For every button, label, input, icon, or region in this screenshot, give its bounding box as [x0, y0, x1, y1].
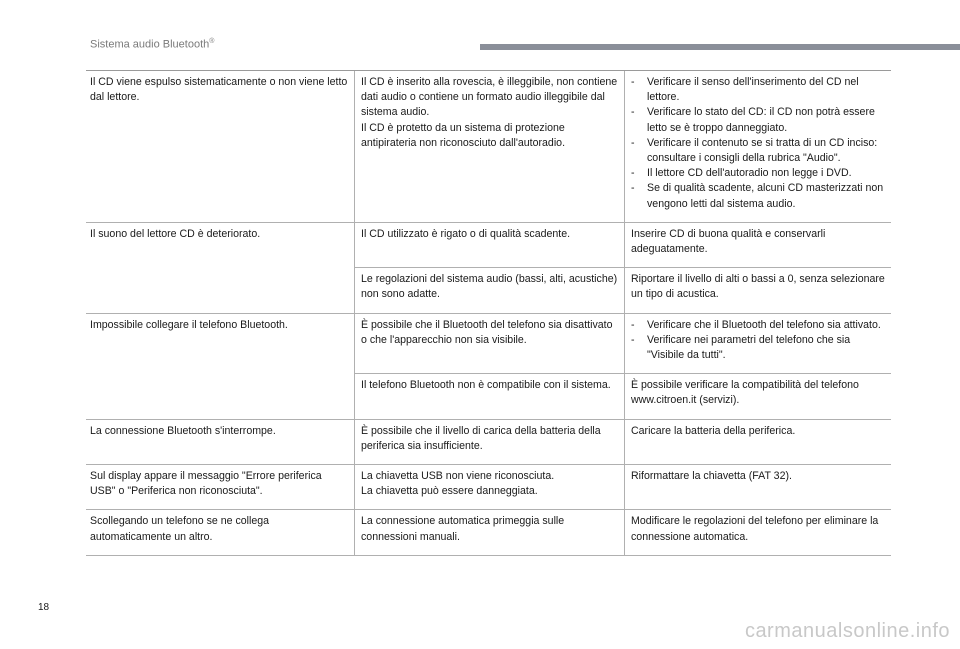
solution-cell: Modificare le regolazioni del telefono per eliminare la connessione automatica. [624, 510, 891, 554]
solution-cell [624, 314, 891, 374]
solution-cell: Riportare il livello di alti o bassi a 0, senza selezionare un tipo di acustica. [624, 268, 891, 312]
table-row [86, 420, 891, 465]
table-row [86, 223, 891, 314]
list-item: - Verificare il contenuto se si tratta di un CD inciso: consultare i consigli della rubrica "Audio". [631, 136, 887, 166]
problem-cell: Impossibile collegare il telefono Bluetooth. [90, 318, 288, 331]
solution-cell: Riformattare la chiavetta (FAT 32). [624, 465, 891, 509]
sub-row [354, 267, 891, 312]
solution-cell [624, 71, 891, 222]
solution-cell: Inserire CD di buona qualità e conservarli adeguatamente. [624, 223, 891, 267]
table-row [86, 314, 891, 420]
page-number: 18 [38, 602, 50, 613]
sub-row [354, 223, 891, 267]
sub-row [354, 373, 891, 418]
problem-cell: Sul display appare il messaggio "Errore periferica USB" o "Periferica non riconosciuta". [90, 470, 322, 498]
list-item: - Verificare lo stato del CD: il CD non potrà essere letto se è troppo danneggiato. [631, 105, 887, 135]
watermark: carmanualsonline.info [744, 620, 950, 642]
page-header-title [90, 38, 214, 51]
troubleshooting-table [86, 70, 891, 556]
solution-cell: Caricare la batteria della periferica. [624, 420, 891, 464]
cause-cell: Il telefono Bluetooth non è compatibile con il sistema. [354, 374, 624, 418]
solution-list [631, 318, 887, 364]
cause-cell: Il CD utilizzato è rigato o di qualità scadente. [354, 223, 624, 267]
header-title-text: Sistema audio Bluetooth [90, 38, 210, 51]
list-item: - Verificare nei parametri del telefono che sia "Visibile da tutti". [631, 333, 887, 363]
table-row [86, 71, 891, 223]
cause-cell: La connessione automatica primeggia sulle connessioni manuali. [354, 510, 624, 554]
sub-rows [354, 223, 891, 313]
solution-list [631, 75, 887, 212]
table-row [86, 510, 891, 555]
list-item: - Se di qualità scadente, alcuni CD masterizzati non vengono letti dal sistema audio. [631, 181, 887, 211]
solution-cell: È possibile verificare la compatibilità del telefono www.citroen.it (servizi). [624, 374, 891, 418]
list-item: - Verificare che il Bluetooth del telefono sia attivato. [631, 318, 887, 333]
cause-cell: Il CD è inserito alla rovescia, è illeggibile, non contiene dati audio o contiene un formato audio illeggibile dal sistema audio. Il CD è protetto da un sistema di protezione antipirateria non riconosciuto dall'autoradio. [354, 71, 624, 222]
table-row [86, 465, 891, 510]
problem-cell: La connessione Bluetooth s'interrompe. [90, 424, 276, 437]
problem-cell: Il CD viene espulso sistematicamente o non viene letto dal lettore. [90, 76, 348, 104]
list-item: - Il lettore CD dell'autoradio non legge i DVD. [631, 166, 887, 181]
problem-cell: Scollegando un telefono se ne collega automaticamente un altro. [90, 515, 270, 543]
sub-row [354, 314, 891, 374]
registered-mark: ® [209, 38, 215, 45]
header-bar [480, 44, 960, 50]
cause-cell: È possibile che il livello di carica della batteria della periferica sia insufficiente. [354, 420, 624, 464]
cause-cell: La chiavetta USB non viene riconosciuta. La chiavetta può essere danneggiata. [354, 465, 624, 509]
list-item: - Verificare il senso dell'inserimento del CD nel lettore. [631, 75, 887, 105]
cause-cell: Le regolazioni del sistema audio (bassi, alti, acustiche) non sono adatte. [354, 268, 624, 312]
problem-cell: Il suono del lettore CD è deteriorato. [90, 227, 261, 240]
cause-cell: È possibile che il Bluetooth del telefono sia disattivato o che l'apparecchio non sia visibile. [354, 314, 624, 374]
sub-rows [354, 314, 891, 419]
